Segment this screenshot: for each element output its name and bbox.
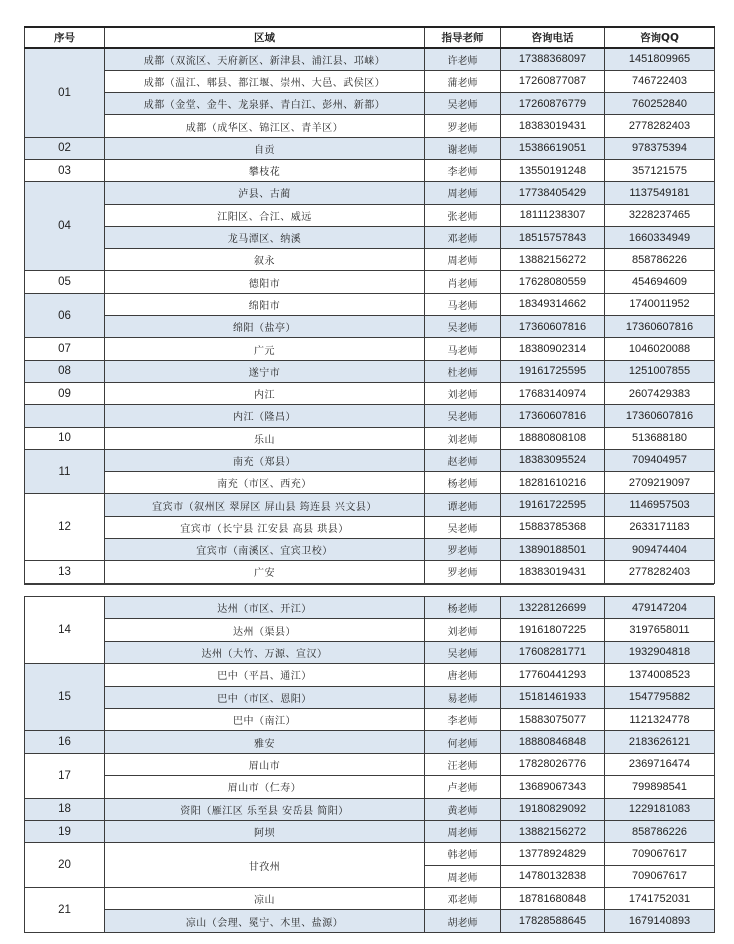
- seq-cell: 20: [25, 843, 105, 888]
- qq-cell: 3228237465: [605, 204, 715, 226]
- table-row: [25, 382, 715, 404]
- teacher-cell: 卢老师: [425, 776, 501, 798]
- qq-cell: 709067617: [605, 843, 715, 865]
- seq-cell: 07: [25, 338, 105, 360]
- teacher-cell: 吴老师: [425, 641, 501, 663]
- header-seq: 序号: [25, 27, 105, 48]
- table-row: [25, 226, 715, 248]
- qq-cell: 454694609: [605, 271, 715, 293]
- phone-cell: 17260876779: [501, 93, 605, 115]
- seq-cell: 08: [25, 360, 105, 382]
- phone-cell: 17628080559: [501, 271, 605, 293]
- phone-cell: 17260877087: [501, 70, 605, 92]
- qq-cell: 1740011952: [605, 293, 715, 315]
- region-cell: 眉山市: [105, 753, 425, 775]
- region-cell: 凉山（会理、冕宁、木里、盐源）: [105, 910, 425, 932]
- phone-cell: 17683140974: [501, 382, 605, 404]
- teacher-cell: 刘老师: [425, 619, 501, 641]
- teacher-cell: 韩老师: [425, 843, 501, 865]
- seq-cell: 17: [25, 753, 105, 798]
- table-row: [25, 910, 715, 932]
- region-cell: 攀枝花: [105, 159, 425, 181]
- seq-cell: 05: [25, 271, 105, 293]
- table-row: [25, 619, 715, 641]
- table-row: [25, 494, 715, 516]
- teacher-cell: 刘老师: [425, 427, 501, 449]
- qq-cell: 1137549181: [605, 182, 715, 204]
- teacher-cell: 肖老师: [425, 271, 501, 293]
- teacher-cell: 谢老师: [425, 137, 501, 159]
- qq-cell: 1046020088: [605, 338, 715, 360]
- qq-cell: 17360607816: [605, 405, 715, 427]
- qq-cell: 1146957503: [605, 494, 715, 516]
- header-phone: 咨询电话: [501, 27, 605, 48]
- table-row: [25, 561, 715, 583]
- seq-cell: 19: [25, 820, 105, 842]
- seq-cell: 11: [25, 449, 105, 494]
- region-cell: 绵阳（盐亭）: [105, 316, 425, 338]
- table-row: [25, 708, 715, 730]
- phone-cell: 17360607816: [501, 405, 605, 427]
- teacher-cell: 罗老师: [425, 115, 501, 137]
- teacher-cell: 杨老师: [425, 597, 501, 619]
- region-cell: 自贡: [105, 137, 425, 159]
- qq-cell: 17360607816: [605, 316, 715, 338]
- seq-cell: 12: [25, 494, 105, 561]
- seq-cell: 09: [25, 382, 105, 404]
- phone-cell: 18880808108: [501, 427, 605, 449]
- seq-cell: 13: [25, 561, 105, 583]
- teacher-cell: 谭老师: [425, 494, 501, 516]
- phone-cell: 13882156272: [501, 249, 605, 271]
- contact-table-part-2: [24, 596, 715, 933]
- teacher-cell: 吴老师: [425, 93, 501, 115]
- teacher-cell: 易老师: [425, 686, 501, 708]
- phone-cell: 18349314662: [501, 293, 605, 315]
- qq-cell: 1451809965: [605, 48, 715, 70]
- teacher-cell: 胡老师: [425, 910, 501, 932]
- table-row: [25, 137, 715, 159]
- qq-cell: 709404957: [605, 449, 715, 471]
- teacher-cell: 许老师: [425, 48, 501, 70]
- qq-cell: 978375394: [605, 137, 715, 159]
- table-row: [25, 753, 715, 775]
- table-gap: [24, 584, 714, 593]
- phone-cell: 15883785368: [501, 516, 605, 538]
- region-cell: 叙永: [105, 249, 425, 271]
- phone-cell: 17828588645: [501, 910, 605, 932]
- phone-cell: 18281610216: [501, 472, 605, 494]
- qq-cell: 2778282403: [605, 561, 715, 583]
- region-cell: 宜宾市（叙州区 翠屏区 屏山县 筠连县 兴文县）: [105, 494, 425, 516]
- phone-cell: 17738405429: [501, 182, 605, 204]
- table-row: [25, 686, 715, 708]
- table-row: [25, 427, 715, 449]
- qq-cell: 1679140893: [605, 910, 715, 932]
- teacher-cell: 罗老师: [425, 561, 501, 583]
- region-cell: 巴中（平昌、通江）: [105, 664, 425, 686]
- table-row: [25, 664, 715, 686]
- phone-cell: 13689067343: [501, 776, 605, 798]
- table-row: [25, 316, 715, 338]
- phone-cell: 13890188501: [501, 539, 605, 561]
- region-cell: 眉山市（仁寿）: [105, 776, 425, 798]
- table-row: [25, 48, 715, 70]
- header-qq: 咨询QQ: [605, 27, 715, 48]
- qq-cell: 3197658011: [605, 619, 715, 641]
- teacher-cell: 马老师: [425, 293, 501, 315]
- region-cell: 成都（温江、郫县、都江堰、崇州、大邑、武侯区）: [105, 70, 425, 92]
- region-cell: 广安: [105, 561, 425, 583]
- qq-cell: 858786226: [605, 820, 715, 842]
- teacher-cell: 汪老师: [425, 753, 501, 775]
- region-cell: 乐山: [105, 427, 425, 449]
- teacher-cell: 李老师: [425, 708, 501, 730]
- table-row: [25, 888, 715, 910]
- phone-cell: 13550191248: [501, 159, 605, 181]
- phone-cell: 19161725595: [501, 360, 605, 382]
- qq-cell: 1229181083: [605, 798, 715, 820]
- region-cell: 阿坝: [105, 820, 425, 842]
- region-cell: 巴中（市区、恩阳）: [105, 686, 425, 708]
- region-cell: 凉山: [105, 888, 425, 910]
- teacher-cell: 赵老师: [425, 449, 501, 471]
- table-row: [25, 539, 715, 561]
- region-cell: 德阳市: [105, 271, 425, 293]
- phone-cell: 14780132838: [501, 865, 605, 887]
- phone-cell: 17608281771: [501, 641, 605, 663]
- teacher-cell: 蒲老师: [425, 70, 501, 92]
- seq-cell: [25, 405, 105, 427]
- table-row: [25, 843, 715, 865]
- qq-cell: 1121324778: [605, 708, 715, 730]
- header-teacher: 指导老师: [425, 27, 501, 48]
- seq-cell: 01: [25, 48, 105, 137]
- phone-cell: 15181461933: [501, 686, 605, 708]
- region-cell: 雅安: [105, 731, 425, 753]
- region-cell: 成都（金堂、金牛、龙泉驿、青白江、彭州、新都）: [105, 93, 425, 115]
- qq-cell: 1547795882: [605, 686, 715, 708]
- qq-cell: 2709219097: [605, 472, 715, 494]
- qq-cell: 1932904818: [605, 641, 715, 663]
- region-cell: 成都（双流区、天府新区、新津县、浦江县、邛崃）: [105, 48, 425, 70]
- teacher-cell: 黄老师: [425, 798, 501, 820]
- teacher-cell: 周老师: [425, 182, 501, 204]
- phone-cell: 13228126699: [501, 597, 605, 619]
- table-row: [25, 70, 715, 92]
- table-row: [25, 360, 715, 382]
- teacher-cell: 邓老师: [425, 888, 501, 910]
- seq-cell: 18: [25, 798, 105, 820]
- region-cell: 泸县、古蔺: [105, 182, 425, 204]
- seq-cell: 02: [25, 137, 105, 159]
- seq-cell: 06: [25, 293, 105, 338]
- region-cell: 广元: [105, 338, 425, 360]
- table-row: [25, 293, 715, 315]
- phone-cell: 19161722595: [501, 494, 605, 516]
- teacher-cell: 何老师: [425, 731, 501, 753]
- teacher-cell: 邓老师: [425, 226, 501, 248]
- table-row: [25, 271, 715, 293]
- qq-cell: 2607429383: [605, 382, 715, 404]
- region-cell: 绵阳市: [105, 293, 425, 315]
- table-row: [25, 597, 715, 619]
- qq-cell: 746722403: [605, 70, 715, 92]
- region-cell: 宜宾市（南溪区、宜宾卫校）: [105, 539, 425, 561]
- qq-cell: 2369716474: [605, 753, 715, 775]
- qq-cell: 479147204: [605, 597, 715, 619]
- phone-cell: 15386619051: [501, 137, 605, 159]
- region-cell: 内江（隆昌）: [105, 405, 425, 427]
- qq-cell: 357121575: [605, 159, 715, 181]
- region-cell: 南充（市区、西充）: [105, 472, 425, 494]
- teacher-cell: 吴老师: [425, 316, 501, 338]
- phone-cell: 18111238307: [501, 204, 605, 226]
- phone-cell: 17360607816: [501, 316, 605, 338]
- seq-cell: 14: [25, 597, 105, 664]
- seq-cell: 04: [25, 182, 105, 271]
- phone-cell: 13778924829: [501, 843, 605, 865]
- region-cell: 南充（郑县）: [105, 449, 425, 471]
- phone-cell: 17828026776: [501, 753, 605, 775]
- phone-cell: 19161807225: [501, 619, 605, 641]
- qq-cell: 1374008523: [605, 664, 715, 686]
- phone-cell: 18383019431: [501, 115, 605, 137]
- phone-cell: 17388368097: [501, 48, 605, 70]
- region-cell: 达州（市区、开江）: [105, 597, 425, 619]
- region-cell: 达州（大竹、万源、宣汉）: [105, 641, 425, 663]
- table-row: [25, 182, 715, 204]
- header-region: 区域: [105, 27, 425, 48]
- region-cell: 甘孜州: [105, 843, 425, 888]
- qq-cell: 858786226: [605, 249, 715, 271]
- table-row: [25, 472, 715, 494]
- teacher-cell: 吴老师: [425, 516, 501, 538]
- teacher-cell: 马老师: [425, 338, 501, 360]
- phone-cell: 17760441293: [501, 664, 605, 686]
- qq-cell: 799898541: [605, 776, 715, 798]
- phone-cell: 18383095524: [501, 449, 605, 471]
- phone-cell: 18781680848: [501, 888, 605, 910]
- seq-cell: 15: [25, 664, 105, 731]
- table-row: [25, 776, 715, 798]
- phone-cell: 18383019431: [501, 561, 605, 583]
- table-row: [25, 798, 715, 820]
- seq-cell: 21: [25, 888, 105, 933]
- phone-cell: 19180829092: [501, 798, 605, 820]
- teacher-cell: 张老师: [425, 204, 501, 226]
- table-row: [25, 820, 715, 842]
- phone-cell: 13882156272: [501, 820, 605, 842]
- table-row: [25, 115, 715, 137]
- qq-cell: 909474404: [605, 539, 715, 561]
- phone-cell: 18380902314: [501, 338, 605, 360]
- qq-cell: 709067617: [605, 865, 715, 887]
- phone-cell: 18880846848: [501, 731, 605, 753]
- teacher-cell: 吴老师: [425, 405, 501, 427]
- seq-cell: 10: [25, 427, 105, 449]
- seq-cell: 16: [25, 731, 105, 753]
- region-cell: 资阳（雁江区 乐至县 安岳县 简阳）: [105, 798, 425, 820]
- seq-cell: 03: [25, 159, 105, 181]
- teacher-cell: 周老师: [425, 249, 501, 271]
- qq-cell: 1660334949: [605, 226, 715, 248]
- region-cell: 达州（渠县）: [105, 619, 425, 641]
- contact-table-part-1: [24, 26, 715, 584]
- teacher-cell: 唐老师: [425, 664, 501, 686]
- qq-cell: 2183626121: [605, 731, 715, 753]
- region-cell: 内江: [105, 382, 425, 404]
- table-row: [25, 204, 715, 226]
- teacher-cell: 周老师: [425, 865, 501, 887]
- table-row: [25, 641, 715, 663]
- qq-cell: 1741752031: [605, 888, 715, 910]
- table-row: [25, 159, 715, 181]
- teacher-cell: 周老师: [425, 820, 501, 842]
- region-cell: 龙马潭区、纳溪: [105, 226, 425, 248]
- phone-cell: 18515757843: [501, 226, 605, 248]
- qq-cell: 760252840: [605, 93, 715, 115]
- qq-cell: 2778282403: [605, 115, 715, 137]
- table-row: [25, 405, 715, 427]
- region-cell: 成都（成华区、锦江区、青羊区）: [105, 115, 425, 137]
- region-cell: 江阳区、合江、威远: [105, 204, 425, 226]
- table-row: [25, 731, 715, 753]
- teacher-cell: 杜老师: [425, 360, 501, 382]
- region-cell: 宜宾市（长宁县 江安县 高县 珙县）: [105, 516, 425, 538]
- phone-cell: 15883075077: [501, 708, 605, 730]
- teacher-cell: 杨老师: [425, 472, 501, 494]
- table-row: [25, 93, 715, 115]
- table-row: [25, 338, 715, 360]
- teacher-cell: 罗老师: [425, 539, 501, 561]
- teacher-cell: 刘老师: [425, 382, 501, 404]
- teacher-cell: 李老师: [425, 159, 501, 181]
- qq-cell: 2633171183: [605, 516, 715, 538]
- table-row: [25, 516, 715, 538]
- qq-cell: 513688180: [605, 427, 715, 449]
- region-cell: 遂宁市: [105, 360, 425, 382]
- header-row: [25, 27, 715, 48]
- qq-cell: 1251007855: [605, 360, 715, 382]
- region-cell: 巴中（南江）: [105, 708, 425, 730]
- table-row: [25, 249, 715, 271]
- table-row: [25, 449, 715, 471]
